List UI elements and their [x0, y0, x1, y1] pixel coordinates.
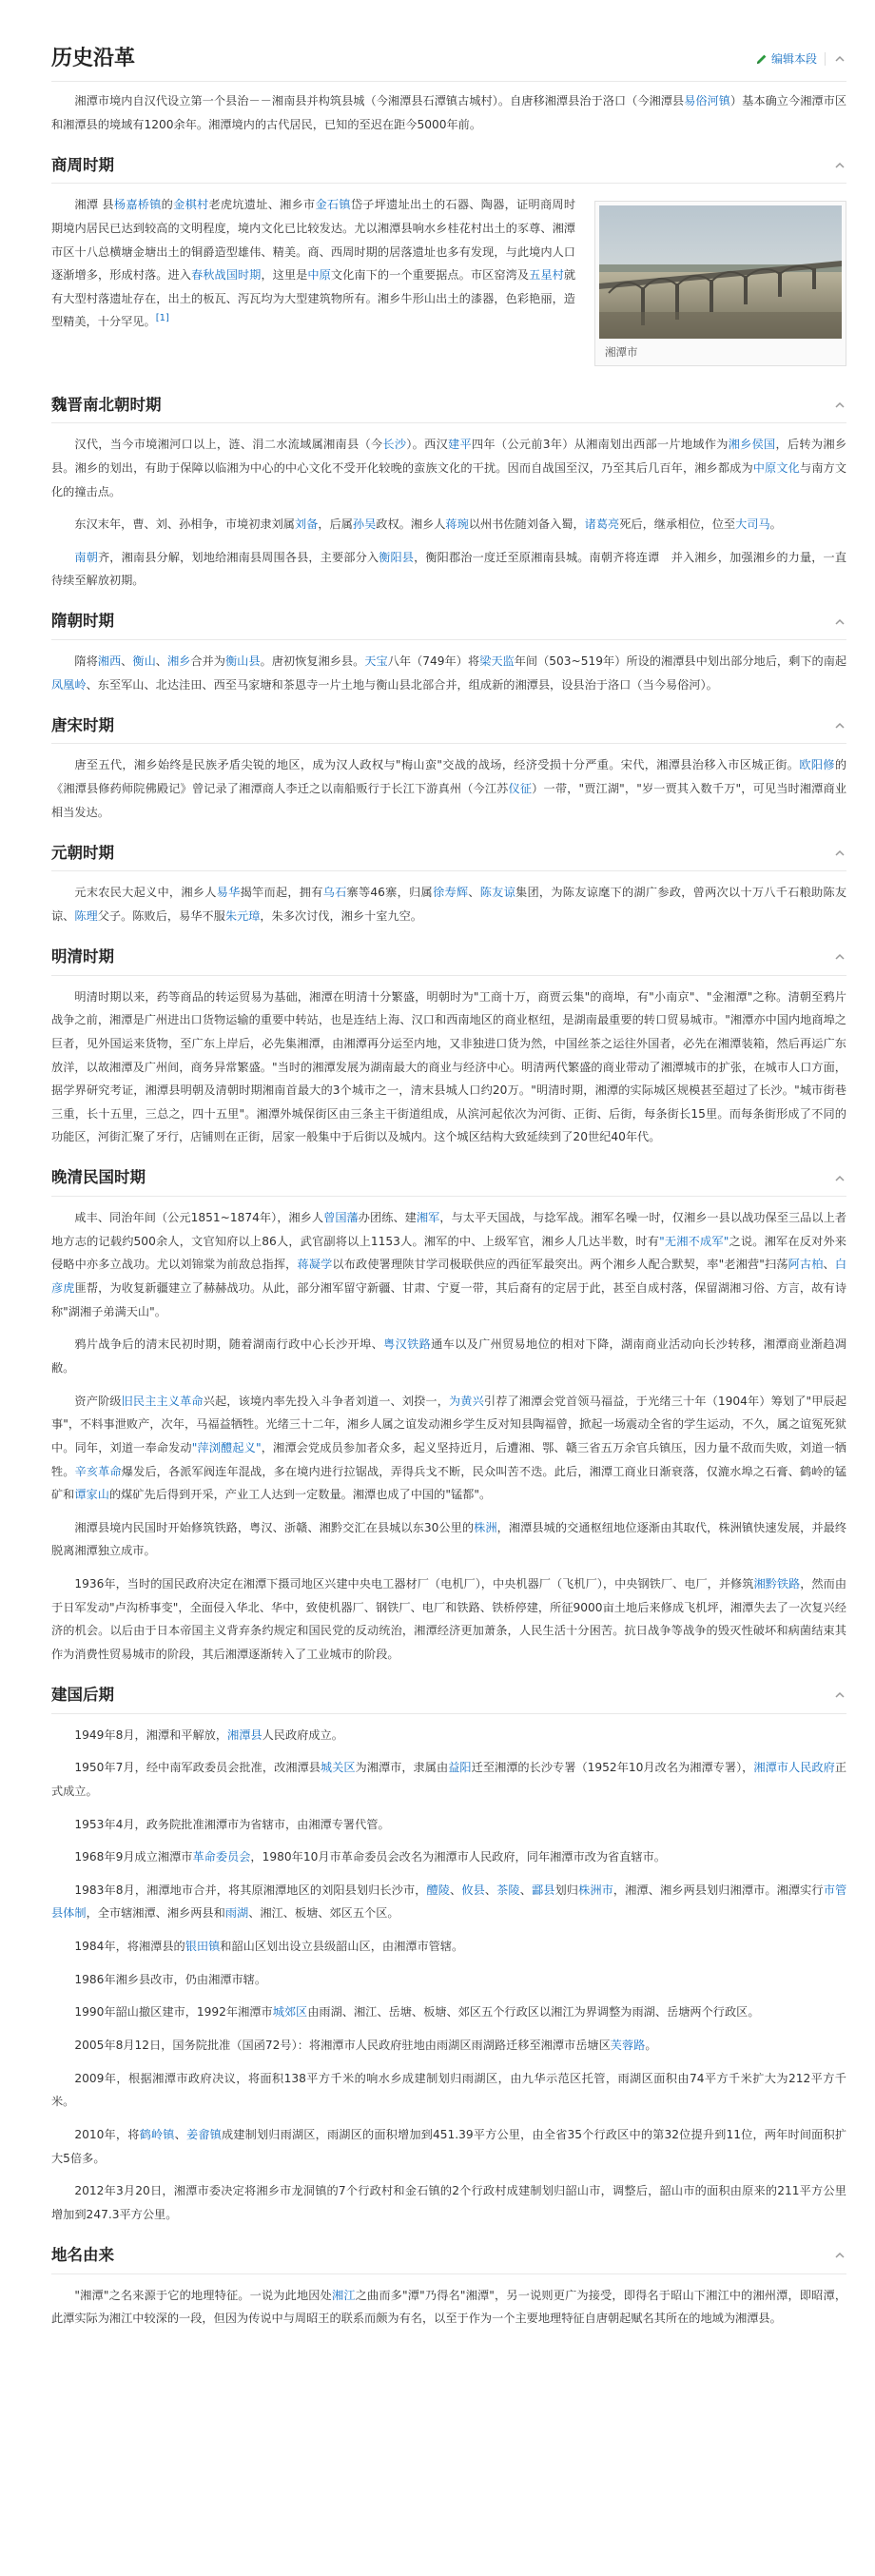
- edit-section-link[interactable]: [755, 52, 817, 66]
- link-lingxian[interactable]: 酃县: [531, 1883, 555, 1897]
- section-header-wanqing: [51, 1161, 846, 1197]
- link-wuxiang[interactable]: "无湘不成军": [659, 1234, 729, 1248]
- intro-paragraph: 湘潭市境内自汉代设立第一个县治－－湘南县并构筑县城（今湘潭县石潭镇古城村）。自唐移湘潭县治于洛口（今湘潭县易俗河镇）基本确立今湘潭市区和湘潭县的境域有1200余年。湘潭境内的古代居民，已知的至迟在距今5000年前。: [51, 94, 847, 131]
- section-header-sui: [51, 604, 846, 640]
- city-bridge-photo: [599, 205, 842, 339]
- link-jiangshe[interactable]: 姜畲镇: [185, 2127, 222, 2141]
- link-xiangtan-county[interactable]: 湘潭县: [227, 1727, 262, 1742]
- link-sunwu[interactable]: 孙吴: [352, 517, 377, 532]
- page-header: [51, 36, 846, 82]
- link-baiyanhu[interactable]: 白彦虎: [51, 1258, 847, 1296]
- link-xiangxiang-houguo[interactable]: 湘乡侯国: [728, 438, 776, 452]
- paragraph-jianguo-7: 1986年湘乡县改市，仍由湘潭市辖。: [74, 1972, 267, 1986]
- link-heling[interactable]: 鹤岭镇: [139, 2127, 175, 2141]
- paragraph-jianguo-3: 1953年4月，政务院批准湘潭市为省辖市，由湘潭专署代管。: [74, 1817, 390, 1831]
- section-title-jianguo: 建国后期: [51, 1685, 114, 1704]
- edit-section-label: 编辑本段: [770, 51, 817, 66]
- paragraph-jianguo-6: 1984年，将湘潭县的银田镇和韶山区划出设立县级韶山区，由湘潭市管辖。: [74, 1940, 464, 1954]
- link-yuehan-railway[interactable]: 粤汉铁路: [383, 1337, 432, 1352]
- section-header-diming: [51, 2238, 846, 2274]
- link-tanjiashan[interactable]: 谭家山: [74, 1488, 109, 1502]
- link-hengyang[interactable]: 衡阳县: [379, 550, 415, 564]
- link-liubei[interactable]: 刘备: [294, 517, 319, 532]
- link-revolution-committee[interactable]: 革命委员会: [192, 1850, 251, 1864]
- link-jinshi[interactable]: 金石镇: [315, 198, 351, 212]
- link-dasima[interactable]: 大司马: [735, 517, 770, 532]
- page-title: 历史沿革: [51, 46, 136, 70]
- link-fenghuangling[interactable]: 凤凰岭: [51, 677, 87, 692]
- link-yisuhe[interactable]: 易俗河镇: [684, 94, 730, 107]
- link-changsha[interactable]: 长沙: [382, 438, 407, 452]
- link-yintian[interactable]: 银田镇: [185, 1940, 221, 1954]
- link-yiyang[interactable]: 益阳: [448, 1761, 472, 1775]
- link-hengshan[interactable]: 衡山: [132, 654, 156, 669]
- paragraph-wanqing-4: 湘潭县境内民国时开始修筑铁路，粤汉、浙赣、湘黔交汇在县城以东30公里的株洲，湘潭县城的交通枢纽地位逐渐由其取代，株洲镇快速发展，并最终脱离湘潭独立成市。: [51, 1520, 847, 1558]
- link-jiangningxue[interactable]: 蒋凝学: [297, 1258, 333, 1272]
- paragraph-wei-1: 汉代，当今市境湘河口以上，涟、涓二水流域属湘南县（今长沙）。西汉建平四年（公元前3年）从湘南划出西部一片地域作为湘乡侯国，后转为湘乡县。湘乡的划出，有助于保障以临湘为中心的中心文化不受开化较晚的蛮族文化的干扰。因而自战国至汉，乃至其后几百年，湘乡都成为中原文化与南方文化的撞击点。: [51, 438, 847, 498]
- section-header-wei: [51, 387, 846, 423]
- section-header-tang: [51, 708, 846, 744]
- link-jiangwan[interactable]: 蒋琬: [445, 517, 469, 532]
- link-xiangjun[interactable]: 湘军: [416, 1211, 440, 1225]
- link-xinhai[interactable]: 辛亥革命: [74, 1464, 122, 1478]
- figure-caption: 湘潭市: [605, 345, 638, 360]
- chevron-up-icon[interactable]: [833, 399, 846, 412]
- section-title-diming: 地名由来: [51, 2245, 114, 2264]
- paragraph-shang-1: 湘潭 县杨嘉桥镇的金棋村老虎坑遗址、湘乡市金石镇岱子坪遗址出土的石器、陶器，证明商周时期境内居民已达到较高的文明程度，境内文化已比较发达。尤以湘潭县响水乡桂花村出土的豕尊、湘潭市区十八总横塘金塘出土的铜爵造型雄伟、精美。商、西周时期的居落遗址也多有发现，与此境内人口逐渐增多，形成村落。进入春秋战国时期，这里是中原文化南下的一个重要据点。市区窑湾及五星村就有大型村落遗址存在，出土的板瓦、泻瓦均为大型建筑物所有。湘乡牛形山出土的漆器，色彩艳丽，造型精美，十分罕见。[1]: [51, 198, 576, 329]
- paragraph-jianguo-12: 2012年3月20日，湘潭市委决定将湘乡市龙洞镇的7个行政村和金石镇的2个行政村成建制划归韶山市，调整后，韶山市的面积由原来的211平方公里增加到247.3平方公里。: [51, 2184, 846, 2221]
- paragraph-wei-2: 东汉末年，曹、刘、孙相争，市境初隶刘属刘备，后属孙吴政权。湘乡人蒋琬以州书佐随刘备入蜀，诸葛亮死后，继承相位，位至大司马。: [74, 517, 782, 532]
- chevron-up-icon[interactable]: [833, 847, 846, 860]
- link-zhuyuanzhang[interactable]: 朱元璋: [224, 908, 261, 923]
- link-zhongyuan[interactable]: 中原: [307, 268, 331, 283]
- chevron-up-icon[interactable]: [833, 159, 846, 172]
- chevron-up-icon[interactable]: [833, 950, 846, 964]
- paragraph-tang-1: 唐至五代，湘乡始终是民族矛盾尖锐的地区，成为汉人政权与"梅山蛮"交战的战场，经济受损十分严重。宋代，湘潭县治移入市区城正街。欧阳修的《湘潭县修药师院佛殿记》曾记录了湘潭商人李迁之以南船贩行于长江下游真州（今江苏仪征）一带，"贾江湖"，"岁一贾其入数千万"，可见当时湘潭商业相当发达。: [51, 758, 847, 819]
- section-title-sui: 隋朝时期: [51, 612, 114, 631]
- paragraph-jianguo-9: 2005年8月12日，国务院批准（国函72号）：将湘潭市人民政府驻地由雨湖区雨湖路迁移至湘潭市岳塘区芙蓉路。: [74, 2039, 657, 2053]
- link-furong-road[interactable]: 芙蓉路: [610, 2039, 646, 2053]
- link-old-democratic[interactable]: 旧民主主义革命: [121, 1394, 204, 1408]
- section-header-yuan: [51, 835, 846, 871]
- chevron-up-icon[interactable]: [833, 1688, 846, 1702]
- link-tianbao[interactable]: 天宝: [364, 654, 388, 669]
- link-xiangxiang[interactable]: 湘乡: [166, 654, 191, 669]
- link-ouyangxiu[interactable]: 欧阳修: [799, 758, 835, 772]
- paragraph-wanqing-3: 资产阶级旧民主主义革命兴起，该境内率先投入斗争者刘道一、刘揆一，为黄兴引荐了湘潭会党首领马福益，于光绪三十年（1904年）筹划了"甲辰起事"，不料事泄败产，次年，马福益牺牲。光绪三十二年，湘乡人属之谊发动湘乡学生反对知县陶福曾，掀起一场震动全省的学生运动，不久，属之谊冤死狱中。同年，刘道一奉命发动"萍浏醴起义"，湘潭会党成员参加者众多，起义坚持近月，后遭湘、鄂、赣三省五万余官兵镇压，因力量不敌而失败，刘道一牺牲。辛亥革命爆发后，各派军阀连年混战，多在境内进行拉锯战，弄得兵戈不断，民众叫苦不迭。此后，湘潭工商业日渐衰落，仅漉水埠之石膏、鹤岭的锰矿和谭家山的煤矿先后得到开采，产业工人达到一定数量。湘潭也成了中国的"锰都"。: [51, 1394, 847, 1502]
- link-zhuzhou-city[interactable]: 株洲市: [578, 1883, 613, 1897]
- link-xiangjiang[interactable]: 湘江: [331, 2288, 356, 2302]
- section-title-tang: 唐宋时期: [51, 715, 114, 734]
- link-yangjiaqiao[interactable]: 杨嘉桥镇: [113, 198, 162, 212]
- section-header-ming: [51, 940, 846, 976]
- link-xiangtan-government[interactable]: 湘潭市人民政府: [753, 1761, 835, 1775]
- section-title-wei: 魏晋南北朝时期: [51, 395, 162, 414]
- link-youxian[interactable]: 攸县: [461, 1883, 485, 1897]
- section-header-shang: [51, 147, 846, 184]
- link-zhongyuan-wenhua[interactable]: 中原文化: [752, 460, 800, 475]
- link-huangxing[interactable]: 为黄兴: [449, 1394, 484, 1408]
- section-title-shang: 商周时期: [51, 155, 114, 174]
- link-jianping[interactable]: 建平: [448, 438, 472, 452]
- paragraph-jianguo-4: 1968年9月成立湘潭市革命委员会，1980年10月市革命委员会改名为湘潭市人民政府，同年湘潭市改为省直辖市。: [74, 1850, 666, 1864]
- chevron-up-icon[interactable]: [833, 1172, 846, 1185]
- tools-divider: [825, 52, 826, 66]
- link-chunqiu[interactable]: 春秋战国时期: [190, 268, 262, 283]
- link-hengshan-county[interactable]: 衡山县: [224, 654, 261, 669]
- section-title-wanqing: 晚清民国时期: [51, 1168, 146, 1187]
- link-wuxing[interactable]: 五星村: [529, 268, 564, 283]
- link-city-county-system[interactable]: 市管县体制: [51, 1883, 847, 1921]
- link-pingliuli[interactable]: "萍浏醴起义": [191, 1440, 262, 1454]
- link-jinqi[interactable]: 金棋村: [173, 198, 209, 212]
- chevron-up-icon[interactable]: [833, 719, 846, 732]
- paragraph-jianguo-8: 1990年韶山撤区建市，1992年湘潭市城郊区由雨湖、湘江、岳塘、板塘、郊区五个行政区以湘江为界调整为雨湖、岳塘两个行政区。: [74, 2005, 760, 2020]
- reference-marker[interactable]: [1]: [155, 313, 169, 324]
- link-agubai[interactable]: 阿古柏: [788, 1258, 824, 1272]
- link-yizheng[interactable]: 仪征: [508, 782, 533, 796]
- link-xushouhui[interactable]: 徐寿辉: [432, 886, 469, 900]
- city-photo-figure[interactable]: [594, 201, 846, 366]
- link-zhuzhou[interactable]: 株洲: [474, 1520, 497, 1534]
- link-xiangqian-railway[interactable]: 湘黔铁路: [753, 1577, 801, 1591]
- paragraph-yuan-1: 元末农民大起义中，湘乡人易华揭竿而起，拥有乌石寨等46寨，归属徐寿辉、陈友谅集团，为陈友谅麾下的湖广参政，曾两次以十万八千石粮助陈友谅、陈理父子。陈败后，易华不服朱元璋，朱多次讨伐，湘乡十室九空。: [51, 886, 847, 923]
- link-chenli[interactable]: 陈理: [74, 908, 98, 923]
- link-yihua[interactable]: 易华: [216, 886, 241, 900]
- chevron-up-icon[interactable]: [833, 2249, 846, 2262]
- paragraph-wanqing-2: 鸦片战争后的清末民初时期，随着湖南行政中心长沙开埠、粤汉铁路通车以及广州贸易地位的相对下降，湖南商业活动向长沙转移，湘潭商业渐趋凋敝。: [51, 1337, 847, 1375]
- section-header-jianguo: [51, 1678, 846, 1714]
- section-title-yuan: 元朝时期: [51, 843, 114, 862]
- paragraph-jianguo-1: 1949年8月，湘潭和平解放，湘潭县人民政府成立。: [74, 1727, 343, 1742]
- paragraph-sui-1: 隋将湘西、衡山、湘乡合并为衡山县。唐初恢复湘乡县。天宝八年（749年）将梁天监年间（503~519年）所设的湘潭县中划出部分地后，剩下的南起凤凰岭、东至军山、北达洼田、西至马家塘和茶恩寺一片土地与衡山县北部合并，组成新的湘潭县，设县治于洛口（当今易俗河）。: [51, 654, 847, 692]
- header-tools: [755, 52, 846, 66]
- link-zhugeliang[interactable]: 诸葛亮: [584, 517, 620, 532]
- link-chaling[interactable]: 茶陵: [496, 1883, 520, 1897]
- link-chengjiao[interactable]: 城郊区: [272, 2005, 308, 2020]
- chevron-up-icon[interactable]: [833, 615, 846, 629]
- link-nanchao[interactable]: 南朝: [74, 550, 98, 564]
- link-wushi[interactable]: 乌石: [322, 886, 347, 900]
- paragraph-ming-1: 明清时期以来，药等商品的转运贸易为基础，湘潭在明清十分繁盛，明朝时为"工商十万，商贾云集"的商埠，有"小南京"、"金湘潭"之称。清朝至鸦片战争之前，湘潭是广州进出口货物运输的重要中转站，也是连结上海、汉口和西南地区的商业枢纽，是湖南最重要的转口贸易城市。"湘潭亦中国内地商埠之巨者，见外国运来货物，至广东上岸后，必先集湘潭，由湘潭再分运至内地，又非独进口货为然，中国丝茶之运往外国者，必先在湘潭装箱，然后再运广东放洋，以故湘潭及广州间，商务异常繁盛。"当时的湘潭发展为湖南最大的商业与经济中心。明清两代繁盛的商业带动了湘潭城市的扩张，在城市人口方面，据学界研究考证，湘潭县明朝及清朝时期湘南首最大的3个城市之一，清末县城人口约20万。"明清时期，湘潭的实际城区规模甚至超过了长沙。"城市街巷三重，长十五里，三总之，四十五里"。湘潭外城保街区由三条主干街道组成，从滨河起依次为河街、正街、后街，每条街长15里。而每条街形成了不同的功能区，河街汇聚了牙行，店铺则在正街，居家一般集中于后街以及城内。这个城区结构大致延续到了20世纪40年代。: [51, 989, 846, 1144]
- paragraph-jianguo-5: 1983年8月，湘潭地市合并，将其原湘潭地区的刘阳县划归长沙市，醴陵、攸县、茶陵、酃县划归株洲市，湘潭、湘乡两县划归湘潭市。湘潭实行市管县体制，全市辖湘潭、湘乡两县和雨湖、湘江、板塘、郊区五个区。: [51, 1883, 847, 1921]
- edit-pencil-icon: [755, 52, 768, 66]
- link-liling[interactable]: 醴陵: [426, 1883, 451, 1897]
- link-xiangxi[interactable]: 湘西: [97, 654, 122, 669]
- paragraph-jianguo-10: 2009年，根据湘潭市政府决议，将面积138平方千米的响水乡成建制划归雨湖区，由九华示范区托管，雨湖区面积由74平方千米扩大为212平方千米。: [51, 2071, 846, 2109]
- paragraph-wei-3: 南朝齐，湘南县分解，划地给湘南县周围各县，主要部分入衡阳县，衡阳郡治一度迁至原湘南县城。南朝齐将连谭 并入湘乡，加强湘乡的力量，一直待续至解放初期。: [51, 550, 847, 588]
- link-zengguofan[interactable]: 曾国藩: [323, 1211, 359, 1225]
- paragraph-wanqing-5: 1936年，当时的国民政府决定在湘潭下摄司地区兴建中央电工器材厂（电机厂），中央机器厂（飞机厂），中央钢铁厂、电厂，并修筑湘黔铁路，然而由于日军发动"卢沟桥事变"，全面侵入华北、华中，致使机器厂、钢铁厂、电厂和铁路、铁桥停建，所征9000亩土地后来修成飞机坪，湘潭失去了一次复兴经济的机会。以后由于日本帝国主义背弃条约规定和国民党的反动统治，湘潭经济更加萧条，人民生活十分困苦。抗日战争等战争的毁灭性破坏和病菌结束其作为消费性贸易城市的阶段，其后湘潭逐渐转入了工业城市的阶段。: [51, 1577, 847, 1661]
- link-chengguan[interactable]: 城关区: [320, 1761, 356, 1775]
- chevron-up-icon[interactable]: [833, 52, 846, 66]
- link-yuhu[interactable]: 雨湖: [224, 1906, 249, 1921]
- section-title-ming: 明清时期: [51, 946, 114, 966]
- paragraph-diming-1: "湘潭"之名来源于它的地理特征。一说为此地因处湘江之曲而多"潭"乃得名"湘潭"，另一说则更广为接受，即得名于昭山下湘江中的湘州潭，即昭潭，此潭实际为湘江中较深的一段，但因为传说中与周昭王的联系而颇为有名，以至于作为一个主要地理特征自唐朝起赋名其所在的地域为湘潭县。: [51, 2288, 847, 2326]
- paragraph-jianguo-2: 1950年7月，经中南军政委员会批准，改湘潭县城关区为湘潭市，隶属由益阳迁至湘潭的长沙专署（1952年10月改名为湘潭专署），湘潭市人民政府正式成立。: [51, 1761, 847, 1798]
- paragraph-wanqing-1: 咸丰、同治年间（公元1851~1874年），湘乡人曾国藩办团练、建湘军，与太平天国战，与捻军战。湘军名噪一时，仅湘乡一县以战功保至三品以上者地方志的记载约500余人，文官知府以上86人，武官副将以上1153人。湘军的中、上级军官，湘乡人几达半数，时有"无湘不成军"之说。湘军在反对外来侵略中亦多立战功。尤以刘锦棠为前敌总指挥，蒋凝学以布政使署理陕甘学司极联供应的西征军最突出。两个湘乡人配合默契，率"老湘营"扫荡阿古柏、白彦虎匪帮，为收复新疆建立了赫赫战功。从此，部分湘军留守新疆、甘肃、宁夏一带，其后裔有的定居于此，甚至自成村落，保留湖湘习俗、方言，故有诗称"湖湘子弟满天山"。: [51, 1211, 847, 1318]
- paragraph-jianguo-11: 2010年，将鹤岭镇、姜畲镇成建制划归雨湖区，雨湖区的面积增加到451.39平方公里，由全省35个行政区中的第32位提升到11位，两年时间面积扩大5倍多。: [51, 2127, 847, 2165]
- link-liangtianjian[interactable]: 梁天监: [479, 654, 515, 669]
- link-chenyouliang[interactable]: 陈友谅: [479, 886, 516, 900]
